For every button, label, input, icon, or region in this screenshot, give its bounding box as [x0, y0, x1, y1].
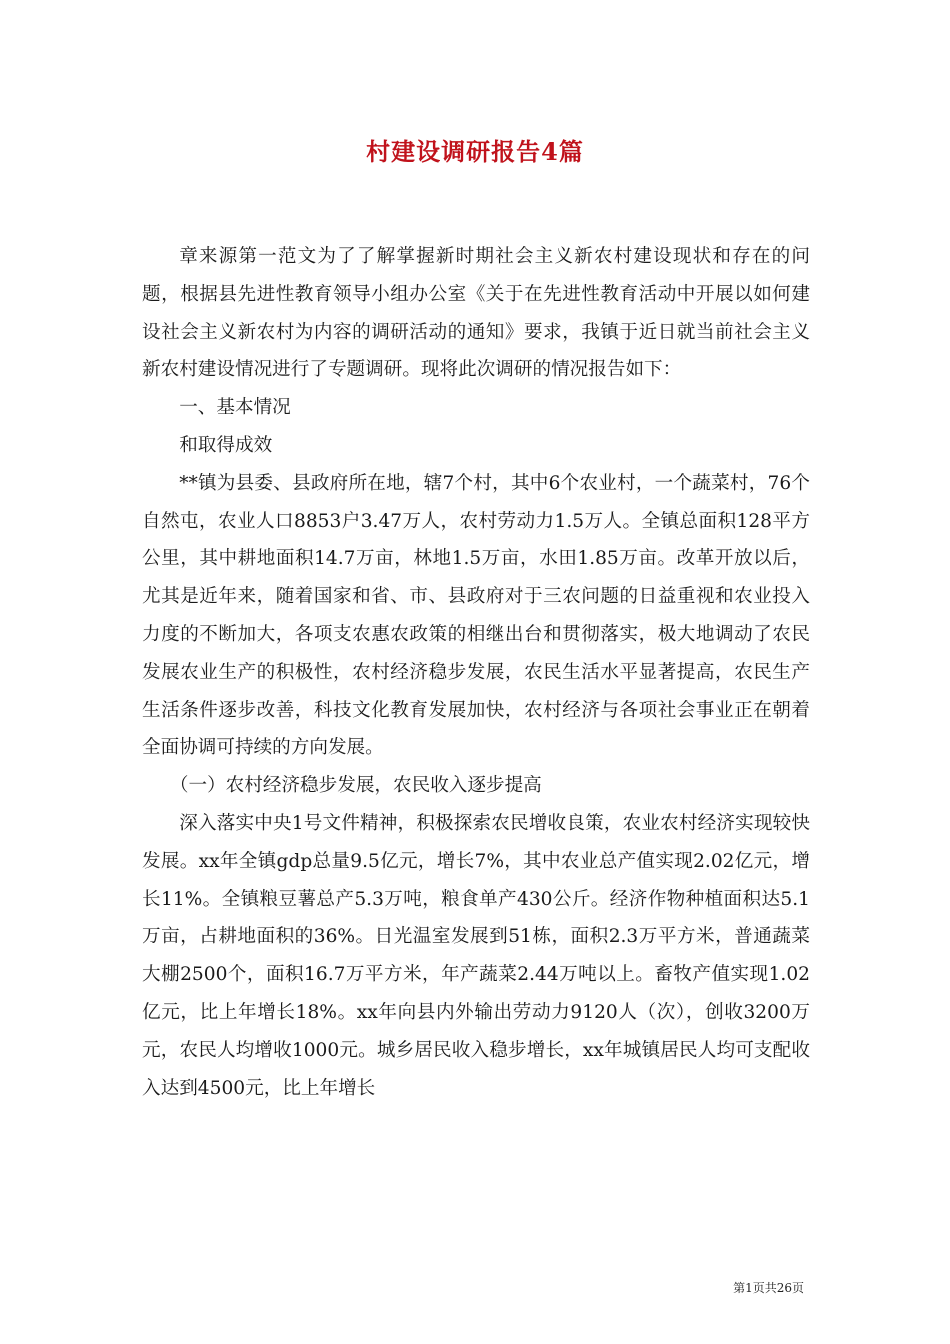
section-heading-basic: 一、基本情况 — [179, 397, 291, 419]
paragraph-intro: 章来源第一范文为了了解掌握新时期社会主义新农村建设现状和存在的问题，根据县先进性教育领导小组办公室《关于在先进性教育活动中开展以如何建设社会主义新农村为内容的调研活动的通知》要求，我镇于近日就当前社会主义新农村建设情况进行了专题调研。现将此次调研的情况报告如下： — [142, 246, 810, 381]
paragraph-economy: 深入落实中央1号文件精神，积极探索农民增收良策，农业农村经济实现较快发展。xx年全镇gdp总量9.5亿元，增长7%，其中农业总产值实现2.02亿元，增长11%。全镇粮豆薯总产5.3万吨，粮食单产430公斤。经济作物种植面积达5.1万亩，占耕地面积的36%。日光温室发展到51栋，面积2.3万平方米，普通蔬菜大棚2500个，面积16.7万平方米，年产蔬菜2.44万吨以上。畜牧产值实现1.02亿元，比上年增长18%。xx年向县内外输出劳动力9120人（次），创收3200万元，农民人均增收1000元。城乡居民收入稳步增长，xx年城镇居民人均可支配收入达到4500元，比上年增长 — [142, 812, 810, 1099]
subsection-heading-economy: （一）农村经济稳步发展，农民收入逐步提高 — [169, 775, 542, 797]
document-title: 村建设调研报告4篇 — [366, 137, 584, 166]
paragraph-town-overview: **镇为县委、县政府所在地，辖7个村，其中6个农业村，一个蔬菜村，76个自然屯，农业人口8853户3.47万人，农村劳动力1.5万人。全镇总面积128平方公里，其中耕地面积14.7万亩，林地1.5万亩，水田1.85万亩。改革开放以后，尤其是近年来，随着国家和省、市、县政府对于三农问题的日益重视和农业投入力度的不断加大，各项支农惠农政策的相继出台和贯彻落实，极大地调动了农民发展农业生产的积极性，农村经济稳步发展，农民生活水平显著提高，农民生产生活条件逐步改善，科技文化教育发展加快，农村经济与各项社会事业正在朝着全面协调可持续的方向发展。 — [142, 472, 810, 759]
section-heading-achievements: 和取得成效 — [179, 434, 273, 456]
page-number: 第1页共26页 — [733, 1281, 804, 1295]
document-body — [142, 238, 810, 1107]
